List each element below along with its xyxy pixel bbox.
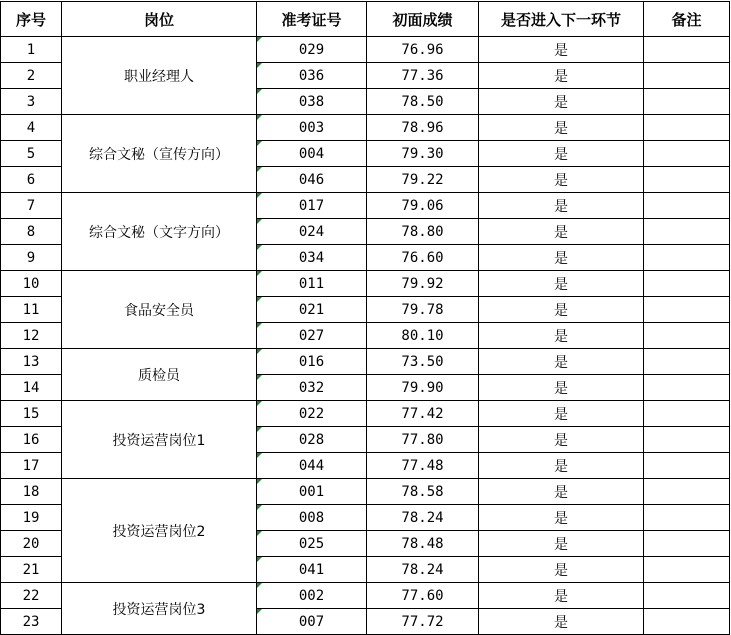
header-score: 初面成绩	[367, 2, 479, 37]
position-cell: 投资运营岗位1	[62, 401, 257, 479]
ticket-number: 021	[298, 301, 325, 318]
score-cell: 79.22	[367, 167, 479, 193]
text-number-indicator-icon	[257, 375, 262, 380]
next-stage-cell: 是	[479, 193, 644, 219]
ticket-number: 046	[298, 171, 325, 188]
note-cell	[644, 583, 730, 609]
table-row	[1, 349, 730, 375]
note-cell	[644, 453, 730, 479]
text-number-indicator-icon	[257, 89, 262, 94]
next-stage-cell: 是	[479, 297, 644, 323]
position-cell: 综合文秘（宣传方向）	[62, 115, 257, 193]
ticket-cell	[257, 557, 367, 583]
ticket-number: 036	[298, 67, 325, 84]
next-stage-cell: 是	[479, 323, 644, 349]
note-cell	[644, 141, 730, 167]
text-number-indicator-icon	[257, 141, 262, 146]
next-stage-cell: 是	[479, 505, 644, 531]
seq-cell: 23	[1, 609, 62, 635]
note-cell	[644, 427, 730, 453]
seq-cell: 1	[1, 37, 62, 63]
score-cell: 79.90	[367, 375, 479, 401]
next-stage-cell: 是	[479, 63, 644, 89]
note-cell	[644, 271, 730, 297]
next-stage-cell: 是	[479, 479, 644, 505]
seq-cell: 14	[1, 375, 62, 401]
results-table	[0, 1, 730, 635]
ticket-cell	[257, 193, 367, 219]
text-number-indicator-icon	[257, 245, 262, 250]
ticket-cell	[257, 141, 367, 167]
ticket-number: 002	[298, 587, 325, 604]
ticket-cell	[257, 583, 367, 609]
note-cell	[644, 531, 730, 557]
ticket-cell	[257, 349, 367, 375]
note-cell	[644, 219, 730, 245]
text-number-indicator-icon	[257, 349, 262, 354]
seq-cell: 13	[1, 349, 62, 375]
table-body	[1, 37, 730, 635]
ticket-number: 016	[298, 353, 325, 370]
score-cell: 79.92	[367, 271, 479, 297]
seq-cell: 20	[1, 531, 62, 557]
ticket-number: 004	[298, 145, 325, 162]
text-number-indicator-icon	[257, 505, 262, 510]
seq-cell: 4	[1, 115, 62, 141]
score-cell: 78.80	[367, 219, 479, 245]
text-number-indicator-icon	[257, 427, 262, 432]
text-number-indicator-icon	[257, 557, 262, 562]
ticket-number: 041	[298, 561, 325, 578]
seq-cell: 16	[1, 427, 62, 453]
ticket-number: 029	[298, 41, 325, 58]
position-cell: 食品安全员	[62, 271, 257, 349]
text-number-indicator-icon	[257, 531, 262, 536]
table-header	[1, 2, 730, 37]
table-row	[1, 115, 730, 141]
note-cell	[644, 505, 730, 531]
ticket-number: 027	[298, 327, 325, 344]
seq-cell: 10	[1, 271, 62, 297]
ticket-number: 028	[298, 431, 325, 448]
score-cell: 77.80	[367, 427, 479, 453]
note-cell	[644, 37, 730, 63]
score-cell: 77.72	[367, 609, 479, 635]
next-stage-cell: 是	[479, 531, 644, 557]
note-cell	[644, 89, 730, 115]
ticket-cell	[257, 505, 367, 531]
ticket-number: 032	[298, 379, 325, 396]
ticket-cell	[257, 323, 367, 349]
ticket-number: 011	[298, 275, 325, 292]
score-cell: 77.60	[367, 583, 479, 609]
ticket-cell	[257, 531, 367, 557]
score-cell: 78.24	[367, 505, 479, 531]
next-stage-cell: 是	[479, 89, 644, 115]
seq-cell: 21	[1, 557, 62, 583]
ticket-number: 044	[298, 457, 325, 474]
text-number-indicator-icon	[257, 323, 262, 328]
next-stage-cell: 是	[479, 141, 644, 167]
ticket-cell	[257, 37, 367, 63]
score-cell: 73.50	[367, 349, 479, 375]
ticket-number: 034	[298, 249, 325, 266]
note-cell	[644, 401, 730, 427]
header-position: 岗位	[62, 2, 257, 37]
seq-cell: 5	[1, 141, 62, 167]
score-cell: 77.48	[367, 453, 479, 479]
text-number-indicator-icon	[257, 453, 262, 458]
score-cell: 79.30	[367, 141, 479, 167]
header-seq: 序号	[1, 2, 62, 37]
seq-cell: 9	[1, 245, 62, 271]
ticket-number: 038	[298, 93, 325, 110]
ticket-cell	[257, 271, 367, 297]
score-cell: 76.96	[367, 37, 479, 63]
next-stage-cell: 是	[479, 453, 644, 479]
text-number-indicator-icon	[257, 167, 262, 172]
ticket-cell	[257, 89, 367, 115]
note-cell	[644, 193, 730, 219]
position-cell: 职业经理人	[62, 37, 257, 115]
ticket-cell	[257, 115, 367, 141]
score-cell: 78.50	[367, 89, 479, 115]
score-cell: 78.24	[367, 557, 479, 583]
score-cell: 78.48	[367, 531, 479, 557]
ticket-cell	[257, 63, 367, 89]
ticket-number: 008	[298, 509, 325, 526]
score-cell: 78.58	[367, 479, 479, 505]
score-cell: 78.96	[367, 115, 479, 141]
seq-cell: 18	[1, 479, 62, 505]
seq-cell: 15	[1, 401, 62, 427]
ticket-number: 022	[298, 405, 325, 422]
note-cell	[644, 609, 730, 635]
text-number-indicator-icon	[257, 193, 262, 198]
seq-cell: 22	[1, 583, 62, 609]
position-cell: 质检员	[62, 349, 257, 401]
text-number-indicator-icon	[257, 63, 262, 68]
seq-cell: 17	[1, 453, 62, 479]
note-cell	[644, 167, 730, 193]
note-cell	[644, 297, 730, 323]
text-number-indicator-icon	[257, 219, 262, 224]
next-stage-cell: 是	[479, 115, 644, 141]
table-row	[1, 479, 730, 505]
ticket-cell	[257, 245, 367, 271]
score-cell: 77.42	[367, 401, 479, 427]
text-number-indicator-icon	[257, 609, 262, 614]
header-note: 备注	[644, 2, 730, 37]
seq-cell: 8	[1, 219, 62, 245]
seq-cell: 7	[1, 193, 62, 219]
ticket-number: 025	[298, 535, 325, 552]
text-number-indicator-icon	[257, 583, 262, 588]
text-number-indicator-icon	[257, 401, 262, 406]
ticket-cell	[257, 453, 367, 479]
text-number-indicator-icon	[257, 271, 262, 276]
position-cell: 投资运营岗位2	[62, 479, 257, 583]
score-cell: 76.60	[367, 245, 479, 271]
ticket-cell	[257, 219, 367, 245]
next-stage-cell: 是	[479, 401, 644, 427]
note-cell	[644, 115, 730, 141]
text-number-indicator-icon	[257, 37, 262, 42]
next-stage-cell: 是	[479, 609, 644, 635]
next-stage-cell: 是	[479, 557, 644, 583]
next-stage-cell: 是	[479, 219, 644, 245]
score-cell: 79.06	[367, 193, 479, 219]
text-number-indicator-icon	[257, 297, 262, 302]
next-stage-cell: 是	[479, 245, 644, 271]
ticket-cell	[257, 167, 367, 193]
table-row	[1, 193, 730, 219]
text-number-indicator-icon	[257, 479, 262, 484]
header-ticket: 准考证号	[257, 2, 367, 37]
ticket-number: 003	[298, 119, 325, 136]
next-stage-cell: 是	[479, 375, 644, 401]
seq-cell: 6	[1, 167, 62, 193]
seq-cell: 3	[1, 89, 62, 115]
seq-cell: 19	[1, 505, 62, 531]
ticket-cell	[257, 427, 367, 453]
score-cell: 77.36	[367, 63, 479, 89]
note-cell	[644, 245, 730, 271]
position-cell: 综合文秘（文字方向）	[62, 193, 257, 271]
text-number-indicator-icon	[257, 115, 262, 120]
table-row	[1, 401, 730, 427]
note-cell	[644, 479, 730, 505]
note-cell	[644, 375, 730, 401]
header-row	[1, 2, 730, 37]
header-next-stage: 是否进入下一环节	[479, 2, 644, 37]
next-stage-cell: 是	[479, 349, 644, 375]
next-stage-cell: 是	[479, 37, 644, 63]
ticket-number: 017	[298, 197, 325, 214]
note-cell	[644, 323, 730, 349]
next-stage-cell: 是	[479, 167, 644, 193]
ticket-number: 007	[298, 613, 325, 630]
note-cell	[644, 557, 730, 583]
ticket-cell	[257, 375, 367, 401]
ticket-cell	[257, 401, 367, 427]
note-cell	[644, 349, 730, 375]
next-stage-cell: 是	[479, 583, 644, 609]
note-cell	[644, 63, 730, 89]
ticket-cell	[257, 479, 367, 505]
seq-cell: 11	[1, 297, 62, 323]
score-cell: 79.78	[367, 297, 479, 323]
table-row	[1, 37, 730, 63]
next-stage-cell: 是	[479, 271, 644, 297]
ticket-number: 024	[298, 223, 325, 240]
score-cell: 80.10	[367, 323, 479, 349]
seq-cell: 2	[1, 63, 62, 89]
table-row	[1, 271, 730, 297]
position-cell: 投资运营岗位3	[62, 583, 257, 635]
ticket-cell	[257, 297, 367, 323]
ticket-number: 001	[298, 483, 325, 500]
seq-cell: 12	[1, 323, 62, 349]
next-stage-cell: 是	[479, 427, 644, 453]
table-row	[1, 583, 730, 609]
ticket-cell	[257, 609, 367, 635]
